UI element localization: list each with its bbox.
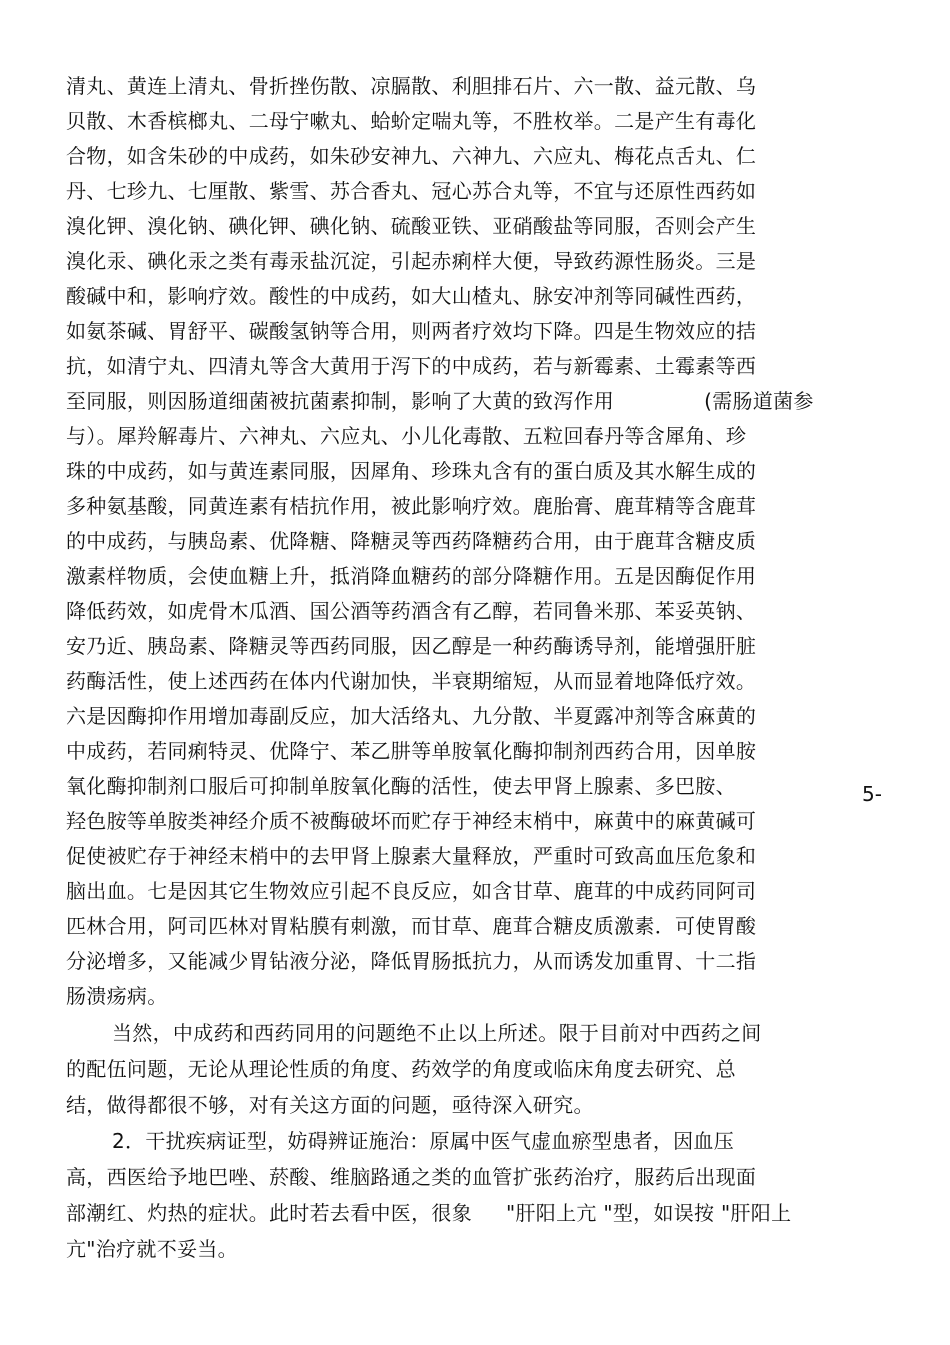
text-line-12: 珠的中成药，如与黄连素同服，因犀角、珍珠丸含有的蛋白质及其水解生成的 [66, 459, 757, 483]
text-line-10-main: 至同服，则因肠道细菌被抗菌素抑制，影响了大黄的致泻作用 [66, 389, 615, 413]
paragraph-indent-line-2: 2．干扰疾病证型，妨碍辨证施治：原属中医气虚血瘀型患者，因血压 [112, 1129, 735, 1153]
text-line-22: 羟色胺等单胺类神经介质不被酶破坏而贮存于神经末梢中，麻黄中的麻黄碱可 [66, 809, 757, 833]
paragraph-indent-line-1: 当然，中成药和西药同用的问题绝不止以上所述。限于目前对中西药之间 [112, 1021, 762, 1045]
text-line-5: 溴化钾、溴化钠、碘化钾、碘化钠、硫酸亚铁、亚硝酸盐等同服，否则会产生 [66, 214, 757, 238]
text-line-29: 的配伍问题，无论从理论性质的角度、药效学的角度或临床角度去研究、总 [66, 1057, 736, 1081]
text-line-19: 六是因酶抑作用增加毒副反应，加大活络丸、九分散、半夏露冲剂等含麻黄的 [66, 704, 757, 728]
text-line-33-tail: "肝阳上亢 "型，如误按 "肝阳上 [506, 1201, 792, 1225]
text-line-27: 肠溃疡病。 [66, 984, 168, 1008]
text-line-34: 亢"治疗就不妥当。 [66, 1237, 238, 1261]
text-line-23: 促使被贮存于神经末梢中的去甲肾上腺素大量释放，严重时可致高血压危象和 [66, 844, 757, 868]
text-line-8: 如氨茶碱、胃舒平、碳酸氢钠等合用，则两者疗效均下降。四是生物效应的拮 [66, 319, 757, 343]
text-line-10 [66, 384, 814, 418]
text-line-6: 溴化汞、碘化汞之类有毒汞盐沉淀，引起赤痢样大便，导致药源性肠炎。三是 [66, 249, 757, 273]
text-line-11: 与）。犀羚解毒片、六神丸、六应丸、小儿化毒散、五粒回春丹等含犀角、珍 [66, 424, 747, 448]
text-line-25: 匹林合用，阿司匹林对胃粘膜有刺激，而甘草、鹿茸合糖皮质激素．可使胃酸 [66, 914, 757, 938]
text-line-14: 的中成药，与胰岛素、优降糖、降糖灵等西药降糖药合用，由于鹿茸含糖皮质 [66, 529, 757, 553]
text-line-1: 清丸、黄连上清丸、骨折挫伤散、凉膈散、利胆排石片、六一散、益元散、乌 [66, 74, 757, 98]
text-line-10-tail: (需肠道菌参 [704, 389, 814, 413]
text-line-7: 酸碱中和，影响疗效。酸性的中成药，如大山楂丸、脉安冲剂等同碱性西药， [66, 284, 757, 308]
text-line-32: 高，西医给予地巴唑、菸酸、维脑路通之类的血管扩张药治疗，服药后出现面 [66, 1165, 757, 1189]
text-line-24: 脑出血。七是因其它生物效应引起不良反应，如含甘草、鹿茸的中成药同阿司 [66, 879, 757, 903]
text-line-4: 丹、七珍九、七厘散、紫雪、苏合香丸、冠心苏合丸等，不宜与还原性西药如 [66, 179, 757, 203]
page-number: 5- [862, 782, 882, 806]
text-line-16: 降低药效，如虎骨木瓜酒、国公酒等药酒含有乙醇，若同鲁米那、苯妥英钠、 [66, 599, 757, 623]
text-line-13: 多种氨基酸，同黄连素有桔抗作用，被此影响疗效。鹿胎膏、鹿茸精等含鹿茸 [66, 494, 757, 518]
text-line-18: 药酶活性，使上述西药在体内代谢加快，半衰期缩短，从而显着地降低疗效。 [66, 669, 757, 693]
text-line-9: 抗，如清宁丸、四清丸等含大黄用于泻下的中成药，若与新霉素、土霉素等西 [66, 354, 757, 378]
text-line-17: 安乃近、胰岛素、降糖灵等西药同服，因乙醇是一种药酶诱导剂，能增强肝脏 [66, 634, 757, 658]
text-line-2: 贝散、木香槟榔丸、二母宁嗽丸、蛤蚧定喘丸等，不胜枚举。二是产生有毒化 [66, 109, 757, 133]
text-line-33 [66, 1196, 791, 1230]
text-line-30: 结，做得都很不够，对有关这方面的问题，亟待深入研究。 [66, 1093, 594, 1117]
text-line-26: 分泌增多，又能减少胃钻液分泌，降低胃肠抵抗力，从而诱发加重胃、十二指 [66, 949, 757, 973]
text-line-3: 合物，如含朱砂的中成药，如朱砂安神九、六神九、六应丸、梅花点舌丸、仁 [66, 144, 757, 168]
text-line-15: 激素样物质，会使血糖上升，抵消降血糖药的部分降糖作用。五是因酶促作用 [66, 564, 757, 588]
text-line-20: 中成药，若同痢特灵、优降宁、苯乙肼等单胺氧化酶抑制剂西药合用，因单胺 [66, 739, 757, 763]
text-line-21: 氧化酶抑制剂口服后可抑制单胺氧化酶的活性，使去甲肾上腺素、多巴胺、 [66, 774, 736, 798]
text-line-33-main: 部潮红、灼热的症状。此时若去看中医，很象 [66, 1201, 472, 1225]
